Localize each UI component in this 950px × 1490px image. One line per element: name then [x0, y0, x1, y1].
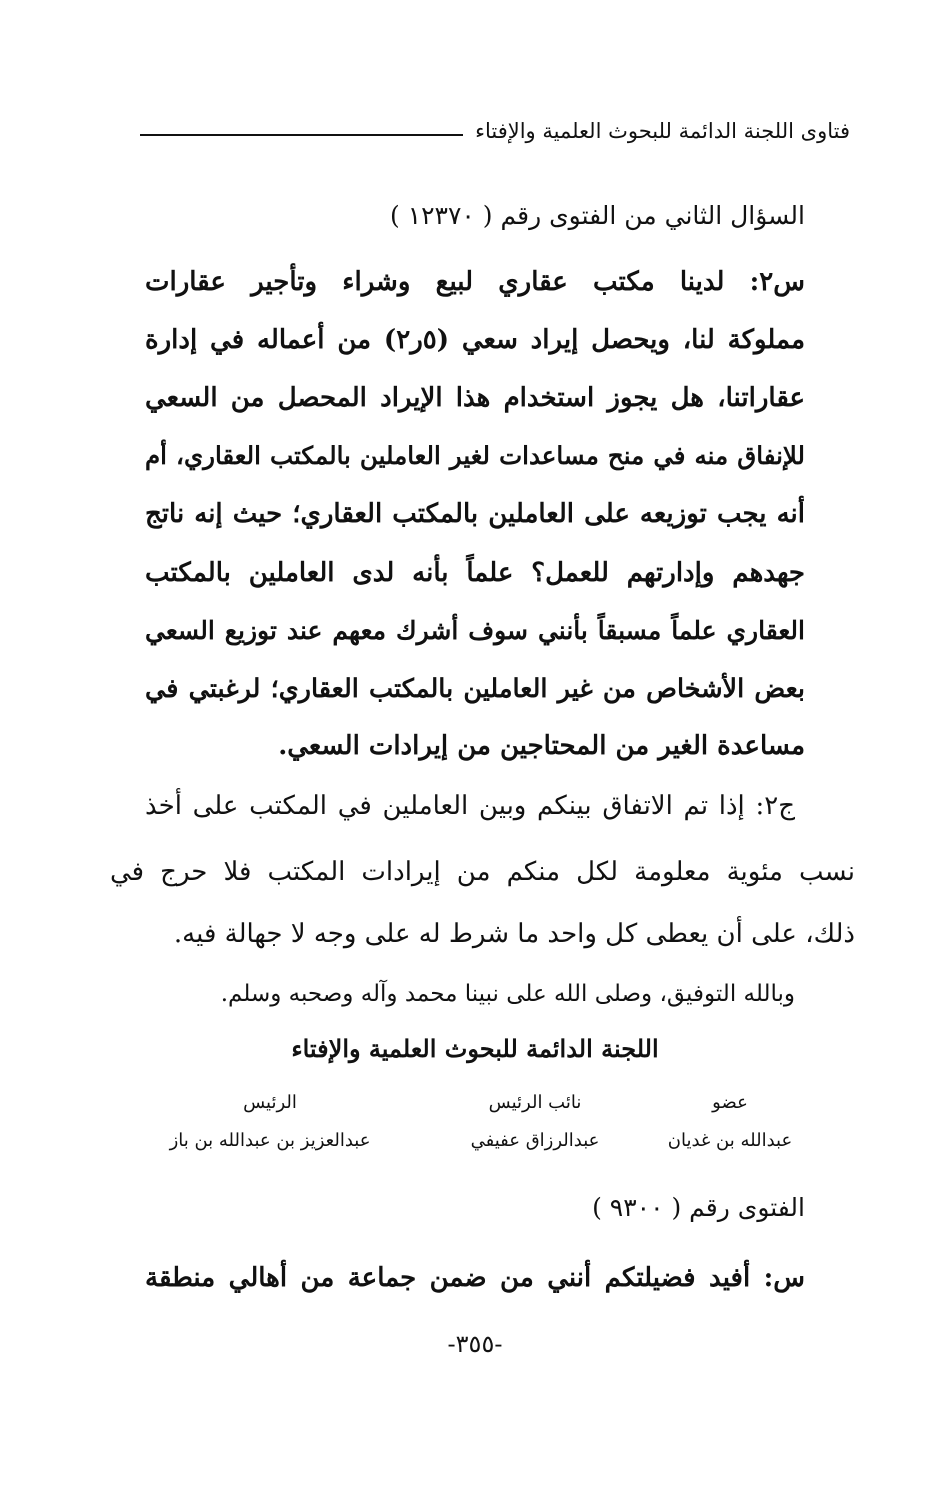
page-number: -٣٥٥- [447, 1330, 503, 1358]
committee-name: اللجنة الدائمة للبحوث العلمية والإفتاء [291, 1034, 659, 1063]
header-rule [140, 134, 463, 136]
signatory-name: عبدالرزاق عفيفي [470, 1130, 600, 1151]
fatwa-heading: السؤال الثاني من الفتوى رقم ( ١٢٣٧٠ ) [389, 201, 805, 230]
question-line: مملوكة لنا، ويحصل إيراد سعي (٥ر٢) من أعماله في إدارة [145, 325, 805, 355]
signatory-role: الرئيس [243, 1092, 297, 1113]
question-line: مساعدة الغير من المحتاجين من إيرادات السعي. [278, 731, 805, 761]
question-line: أنه يجب توزيعه على العاملين بالمكتب العقاري؛ حيث إنه ناتج [145, 499, 805, 529]
closing-line: وبالله التوفيق، وصلى الله على نبينا محمد وآله وصحبه وسلم. [220, 981, 795, 1007]
running-header [140, 116, 850, 146]
signatory-role: نائب الرئيس [488, 1092, 582, 1113]
signatory-name: عبدالعزيز بن عبدالله بن باز [169, 1130, 371, 1151]
question-line: العقاري علماً مسبقاً بأنني سوف أشرك معهم عند توزيع السعي [145, 616, 805, 645]
running-title: فتاوى اللجنة الدائمة للبحوث العلمية والإفتاء [475, 119, 850, 143]
signatory-role: عضو [712, 1092, 748, 1113]
answer-line: نسب مئوية معلومة لكل منكم من إيرادات المكتب فلا حرج في [110, 857, 855, 887]
question-line: للإنفاق منه في منح مساعدات لغير العاملين بالمكتب العقاري، أم [145, 441, 805, 470]
answer-line: ج٢: إذا تم الاتفاق بينكم وبين العاملين في المكتب على أخذ [145, 791, 795, 821]
fatwa-heading: الفتوى رقم ( ٩٣٠٠ ) [592, 1193, 805, 1222]
question-line: بعض الأشخاص من غير العاملين بالمكتب العقاري؛ لرغبتي في [145, 674, 805, 704]
question-line: س٢: لدينا مكتب عقاري لبيع وشراء وتأجير عقارات [145, 267, 805, 297]
question-line: س: أفيد فضيلتكم أنني من ضمن جماعة من أهالي منطقة [145, 1263, 805, 1293]
question-line: جهدهم وإدارتهم للعمل؟ علماً بأنه لدى العاملين بالمكتب [145, 558, 805, 588]
question-line: عقاراتنا، هل يجوز استخدام هذا الإيراد المحصل من السعي [145, 383, 805, 413]
signatory-name: عبدالله بن غديان [667, 1130, 793, 1151]
answer-line: ذلك، على أن يعطى كل واحد ما شرط له على وجه لا جهالة فيه. [173, 919, 855, 949]
